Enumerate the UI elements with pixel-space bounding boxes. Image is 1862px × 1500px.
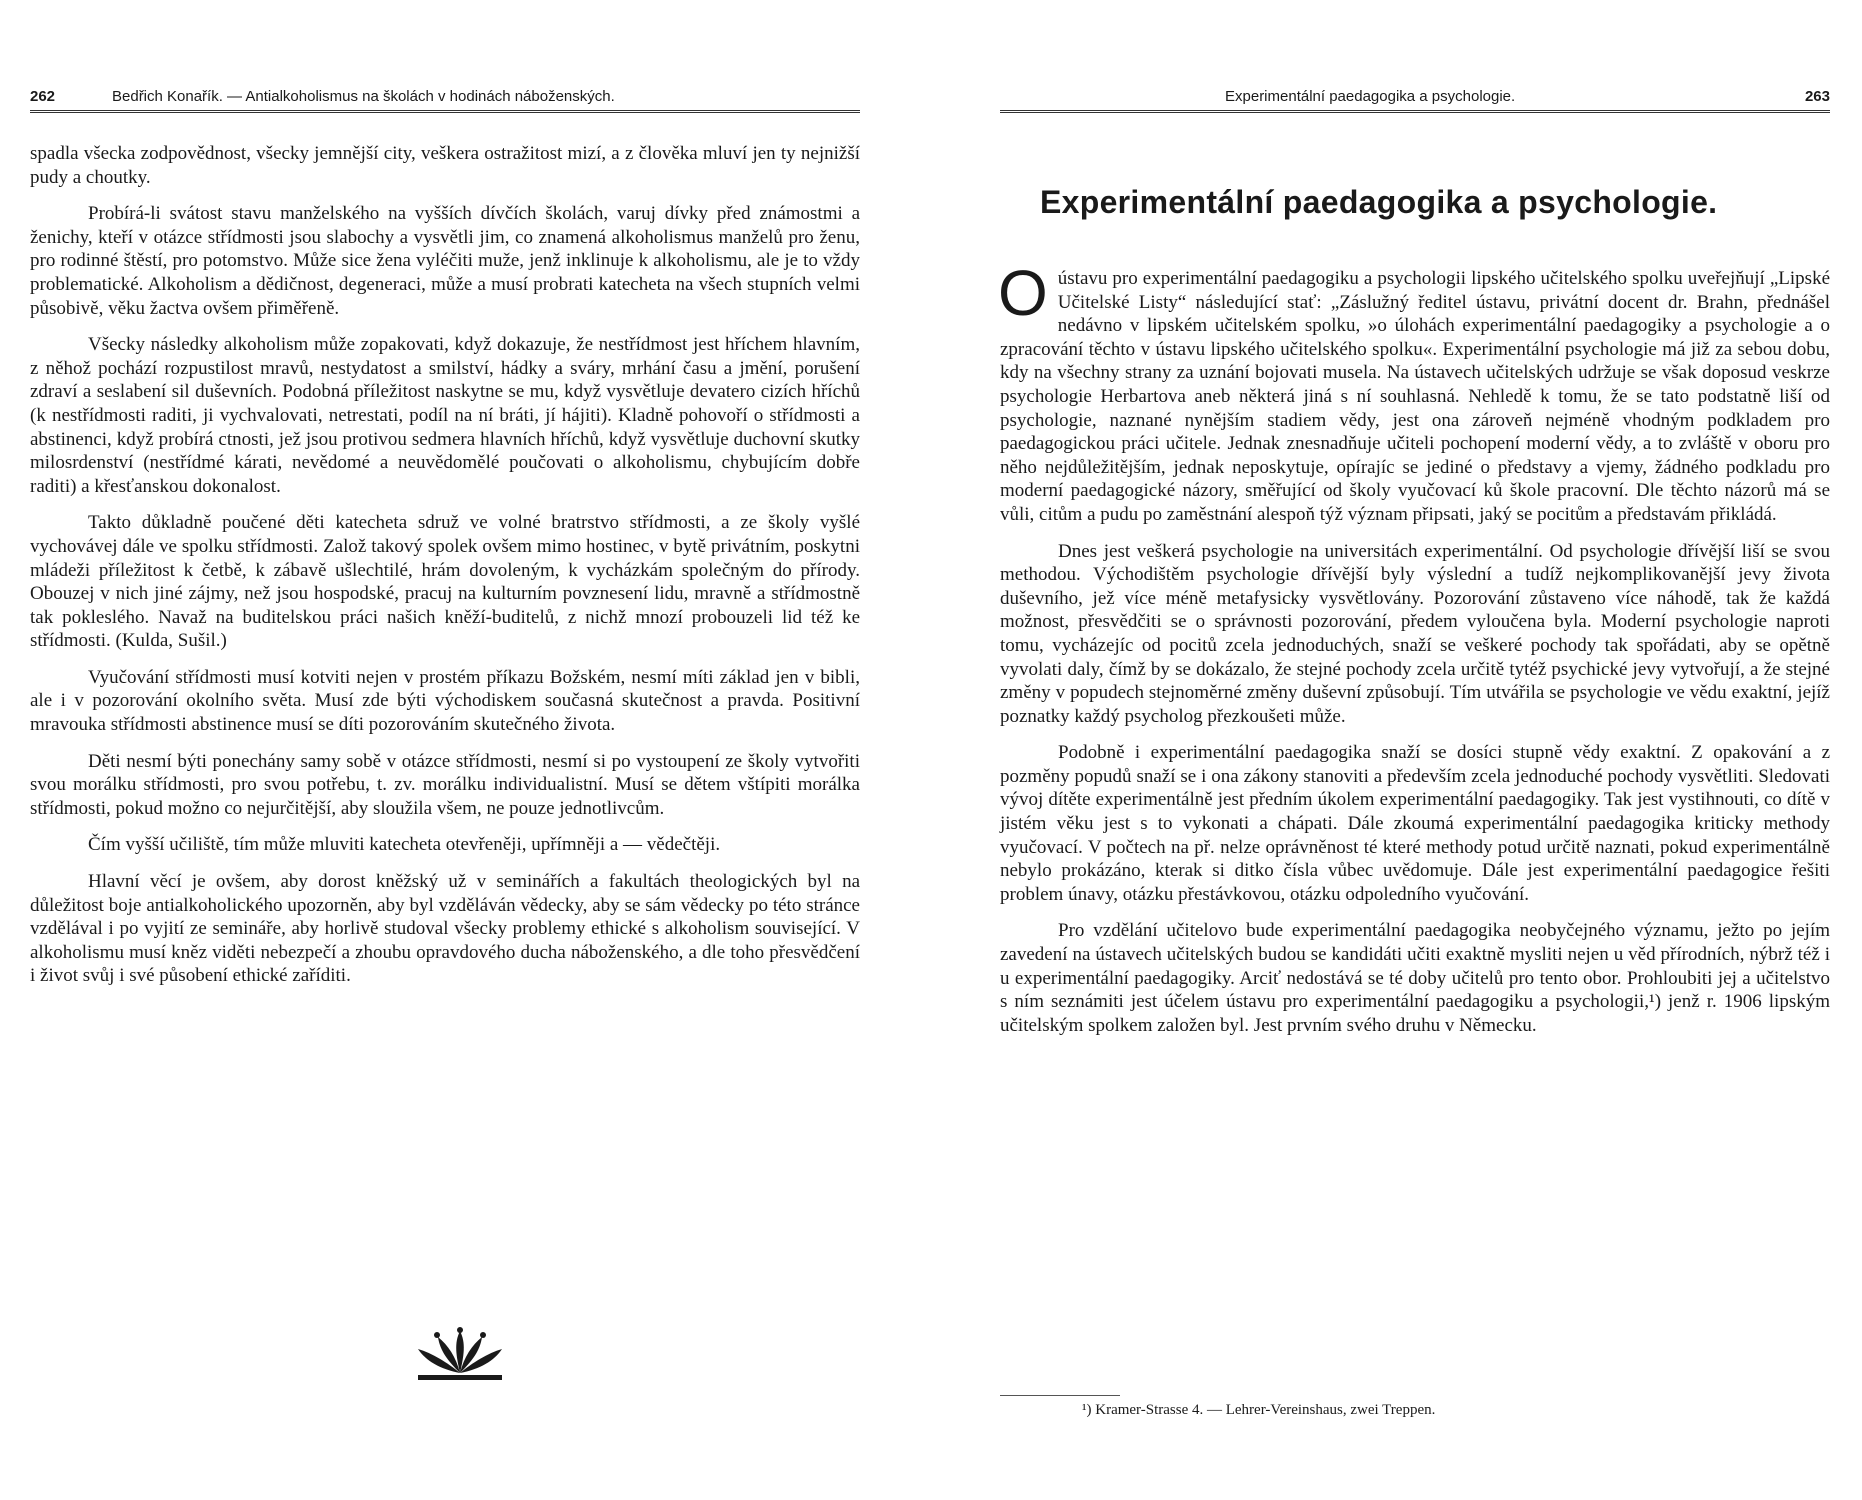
left-body-text <box>30 142 860 1001</box>
right-first-paragraph-text: ústavu pro experimentální paedagogiku a psychologii lipského učitelského spolku uveřejňují „Lipské Učitelské Listy“ následující stať: „Záslužný ředitel ústavu, privátní docent dr. Brahn, přednášel nedávno v lipském učitelském spolku, »o úlohách experimentální paedagogiky a psychologie a o zpracování těchto v ústavu lipského učitelského spolku«. Experimentální psychologie má již za sebou dobu, kdy na všechny strany za uznání bojovati musela. Na ústavech učitelských udržuje se však doposud veskrze psychologie Herbartova aneb některá jiná s ní souhlasná. Nehledě k tomu, že se tato podstatně liší od psychologie, naznané nynějším stadiem vědy, jest ona zároveň nejméně vhodným podkladem pro paedagogickou práci učitele. Jednak znesnadňuje učiteli pochopení moderní vědy, a to zvláště v oboru pro něho nejdůležitějším, jednak neposkytuje, opírajíc se jediné o představy a vjemy, žádného podkladu pro moderní paedagogické názory, směřující od školy vyučovací ků škole pracovní. Dle těchto názorů má se vůli, citům a pudu po zaměstnání alespoň týž význam připsati, jaký se pocitům a představám přikládá. <box>1000 268 1830 525</box>
left-page-number: 262 <box>30 88 56 105</box>
left-paragraph: Všecky následky alkoholism může zopakovati, když dokazuje, že nestřídmost jest hříchem hlavním, z něhož pochází rozpustilost mravů, nestydatost a smilství, hádky a sváry, mrhání času a jmění, porušení zdraví a seslabení sil duševních. Podobná příležitost naskytne se mu, když vysvětluje devatero cizích hříchů (k nestřídmosti raditi, ji vychvalovati, netrestati, podíl na ní bráti, jí hájiti). Kladně pohovoří o střídmosti a abstinenci, když probírá ctnosti, jež jsou protivou sedmera hlavních hříchů, když vysvětluje duchovní skutky milosrdenství (nestřídmé kárati, nevědomé a neuvědomělé poučovati o alkoholismu, chybujícím dobře raditi) a křesťanskou dokonalost. <box>30 334 860 497</box>
right-running-head-text: Experimentální paedagogika a psychologie. <box>1225 88 1516 105</box>
right-page-number: 263 <box>1804 88 1830 105</box>
right-running-head <box>1000 88 1830 112</box>
left-header-rule <box>30 110 860 115</box>
right-paragraph: Podobně i experimentální paedagogika snaží se dosíci stupně vědy exaktní. Z opakování a z pozměny popudů snaží se i ona zákony stanoviti a především zcela jednoduché pochody vysvětliti. Sledovati vývoj dítěte experimentálně jest předním úkolem experimentální paedagogiky. Tak jest vystihnouti, co dítě v jistém věku jest s to vykonati a chápati. Dále zkoumá experimentální paedagogika kriticky methody vyučovací. V počtech na př. nelze oprávněnost té které methody potud určitě naznati, pokud experimentálně nebylo prokázáno, kterak si ditko čísla vůbec uvědomuje. Dále jest experimentální paedagogice řešiti problem únavy, otázku přestávkovou, otázku odpoledního vyučování. <box>1000 742 1830 905</box>
drop-cap: O <box>998 257 1048 329</box>
left-paragraph: Vyučování střídmosti musí kotviti nejen v prostém příkazu Božském, nesmí míti základ jen v bibli, ale i v pozorování okolního světa. Musí zde býti východiskem současná skutečnost a pravda. Positivní mravouka střídmosti abstinence musí se díti pozorováním skutečného života. <box>30 666 860 736</box>
right-body-text <box>998 257 1830 1050</box>
left-running-head-text: Bedřich Konařík. — Antialkoholismus na školách v hodinách náboženských. <box>112 88 615 105</box>
right-paragraph: Dnes jest veškerá psychologie na universitách experimentální. Od psychologie dřívější liší se svou methodou. Východištěm psychologie dřívější byly výslední a tudíž nejkomplikovanější jevy života duševního, jež více méně metafysicky vysvětlovány. Pozorování zůstaveno více náhodě, tak že každá možnost, přesvědčiti se o správnosti pozorování, předem vyloučena byla. Moderní psychologie naproti tomu, vycházejíc od pocitů zcela jednoduchých, snaží se veškeré pochody tak spořádati, aby se opětně vyvolati daly, čímž by se dokázalo, že stejné pochody zcela určitě tytéž psychické jevy vytvořují, a že stejné změny v popudech stejnoměrné změny duševní způsobují. Tím utvářila se psychologie ve vědu exaktní, jejíž poznatky každý psycholog přezkoušeti může. <box>1000 540 1830 727</box>
left-paragraph: Probírá-li svátost stavu manželského na vyšších dívčích školách, varuj dívky před známostmi a ženichy, kteří v otázce střídmosti jsou slabochy a vysvětli jim, co znamená alkoholismus manželů pro ženu, pro rodinné štěstí, pro potomstvo. Může sice žena vyléčiti muže, jenž inklinuje k alkoholismu, ale je to vždy problematické. Alkoholism a dědičnost, degeneraci, může a musí probrati katecheta na všech stupních velmi působivě, věku žactva ovšem přiměřeně. <box>30 203 860 319</box>
right-page <box>1000 0 1830 1500</box>
left-paragraph: Děti nesmí býti ponechány samy sobě v otázce střídmosti, nesmí si po vystoupení ze školy vytvořiti svou morálku střídmosti, pro svou potřebu, t. zv. morálku individualistní. Musí se dětem vštípiti morálka střídmosti, pokud možno co nejurčitější, aby sloužila všem, ne pouze jednotlivcům. <box>30 750 860 819</box>
article-title: Experimentální paedagogika a psychologie. <box>1040 184 1718 220</box>
footnote: ¹) Kramer-Strasse 4. — Lehrer-Vereinshaus, zwei Treppen. <box>1082 1402 1436 1418</box>
right-header-rule <box>1000 110 1830 115</box>
left-running-head <box>30 88 860 112</box>
left-paragraph: Hlavní věcí je ovšem, aby dorost kněžský už v seminářích a fakultách theologických byl na důležitost boje antialkoholického upozorněn, aby byl vzděláván vědecky, aby se sám vědecky po této stránce vzdělával i po vyjití ze semináře, aby horlivě studoval všecky problemy ethické s alkoholism související. V alkoholismu musí kněz viděti nebezpečí a zhoubu opravdového ducha náboženského, a dle toho přesvědčení i život svůj i své působení ethické zaříditi. <box>30 871 860 987</box>
right-paragraph: Pro vzdělání učitelovo bude experimentální paedagogika neobyčejného významu, ježto po jejím zavedení na ústavech učitelských budou se kandidáti učiti exaktně mysliti nejen u věd přírodních, nýbrž též i u experimentální paedagogiky. Arciť nedostává se té doby učitelů pro tento obor. Prohloubiti jej a učitelstvo s ním seznámiti jest účelem ústavu pro experimentální paedagogiku a psychologii,¹) jenž r. 1906 lipským učitelským spolkem založen byl. Jest prvním svého druhu v Německu. <box>1000 920 1830 1036</box>
left-paragraph: Čím vyšší učiliště, tím může mluviti katecheta otevřeněji, upřímněji a — vědečtěji. <box>88 834 721 856</box>
floral-ornament-icon <box>410 1325 510 1385</box>
left-paragraph: Takto důkladně poučené děti katecheta sdruž ve volné bratrstvo střídmosti, a ze školy vyšlé vychovávej dále ve spolku střídmosti. Založ takový spolek ovšem mimo hostinec, v bytě privátním, poskytni mládeži příležitost k četbě, k zábavě ušlechtilé, hrám dovoleným, k vycházkám společným do přírody. Obouzej v nich jiné zájmy, než jsou hospodské, pracuj na kulturním povznesení lidu, mravně a střídmostně tak pokleslého. Navaž na buditelskou práci našich kněží-buditelů, z nichž mnozí probouzeli lid též ke střídmosti. (Kulda, Sušil.) <box>30 512 860 652</box>
footnote-rule <box>1000 1395 1120 1396</box>
left-page <box>30 0 860 1500</box>
left-paragraph: spadla všecka zodpovědnost, všecky jemnější city, veškera ostražitost mizí, a z člověka mluví jen ty nejnižší pudy a choutky. <box>30 143 860 188</box>
right-paragraph <box>998 257 1830 527</box>
